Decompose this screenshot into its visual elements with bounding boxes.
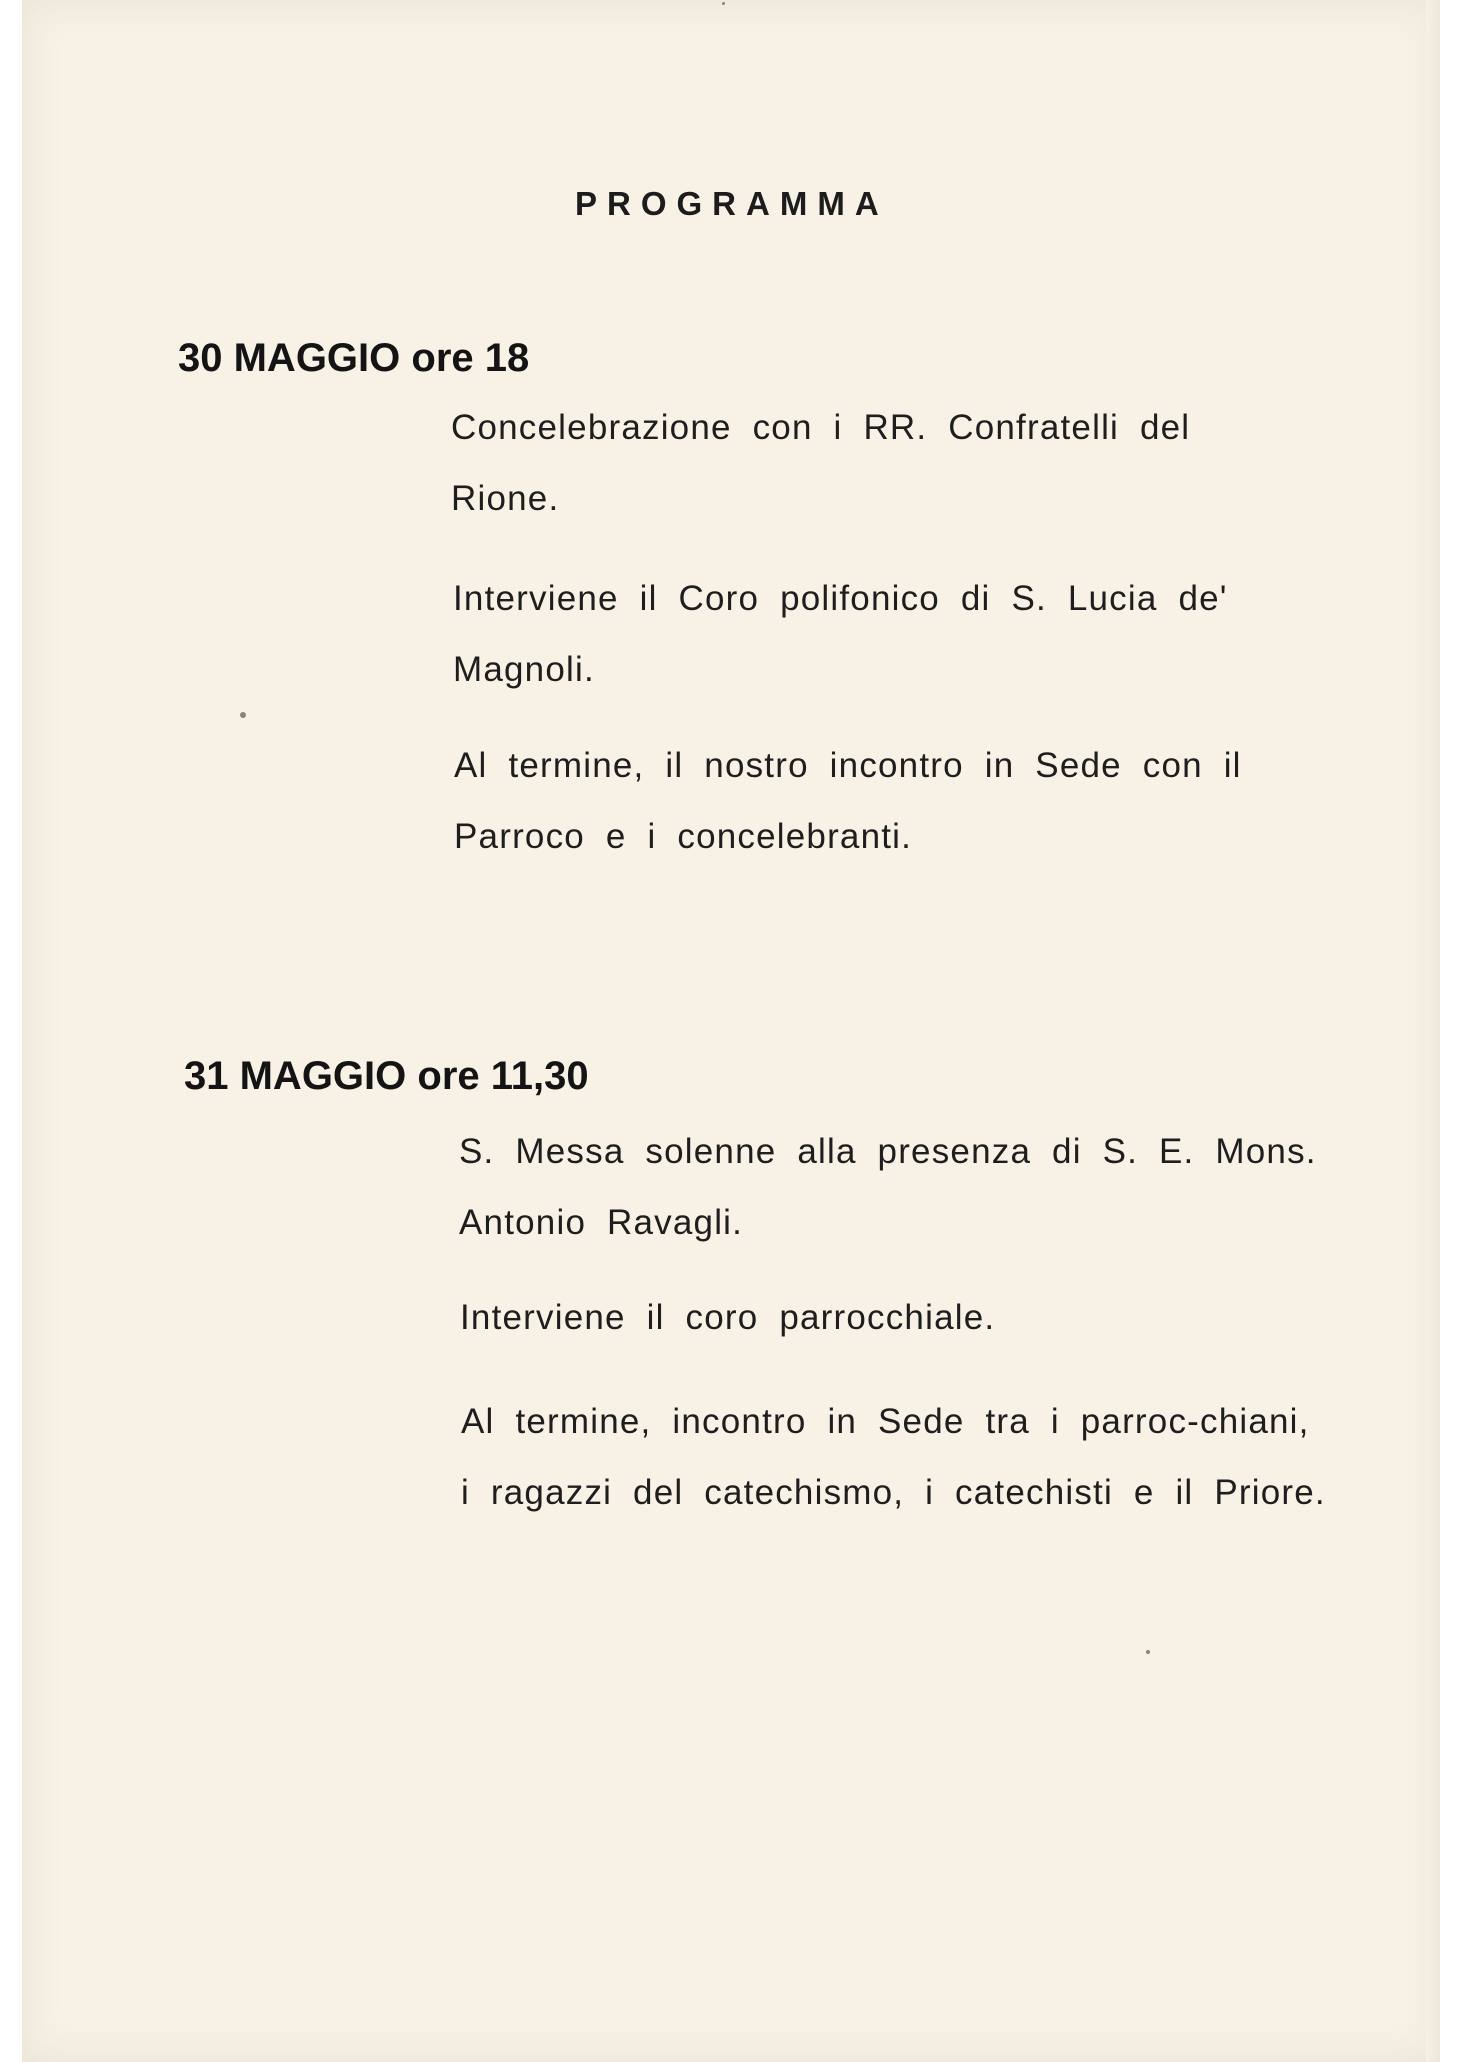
page-title: PROGRAMMA (575, 185, 889, 222)
event-paragraph: S. Messa solenne alla presenza di S. E. Mons. Antonio Ravagli. (459, 1132, 1317, 1242)
event-heading-may-30: 30 MAGGIO ore 18 (178, 336, 530, 380)
event-paragraph: Interviene il coro parrocchiale. (460, 1298, 996, 1337)
ink-speck (240, 712, 246, 718)
paper-sheet (22, 0, 1440, 2062)
paper-edge-shadow (1426, 0, 1440, 2062)
event-paragraph: Interviene il Coro polifonico di S. Lucia de' Magnoli. (453, 579, 1228, 689)
event-paragraph: Al termine, il nostro incontro in Sede con il Parroco e i concelebranti. (454, 746, 1242, 856)
event-paragraph: Al termine, incontro in Sede tra i parroc-chiani, i ragazzi del catechismo, i catechisti e il Priore. (461, 1402, 1326, 1512)
ink-speck (1146, 1650, 1150, 1654)
ink-speck (722, 2, 725, 5)
event-paragraph: Concelebrazione con i RR. Confratelli del Rione. (451, 408, 1191, 518)
event-heading-may-31: 31 MAGGIO ore 11,30 (184, 1054, 589, 1098)
